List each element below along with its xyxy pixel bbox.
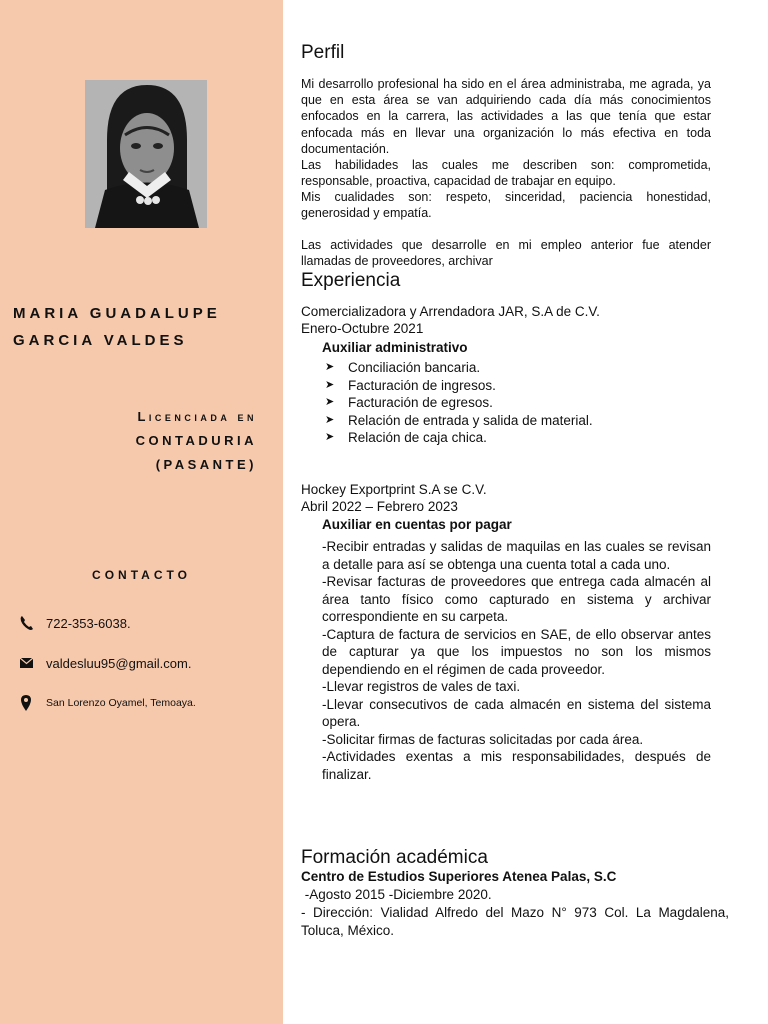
- arrow-bullet-icon: ➤: [325, 361, 335, 373]
- name-line-1: MARIA GUADALUPE: [13, 305, 221, 322]
- contact-email: [18, 654, 191, 672]
- name-line-2: GARCIA VALDES: [13, 332, 188, 349]
- job1-company: Comercializadora y Arrendadora JAR, S.A de C.V.: [301, 304, 600, 319]
- phone-text: 722-353-6038.: [46, 615, 131, 631]
- contact-phone: [18, 614, 131, 632]
- bullet-text: Facturación de egresos.: [348, 395, 493, 410]
- list-item: -Recibir entradas y salidas de maquilas en las cuales se revisan a detalle para así se obtenga una cuenta total a cada uno.: [322, 539, 711, 572]
- bullet-text: Relación de caja chica.: [348, 430, 487, 445]
- job2-company: Hockey Exportprint S.A se C.V.: [301, 482, 487, 497]
- list-item: -Solicitar firmas de facturas solicitadas por cada área.: [322, 731, 644, 747]
- list-item: [325, 412, 593, 430]
- candidate-name: [13, 300, 273, 354]
- job2-dates: Abril 2022 – Febrero 2023: [301, 499, 458, 514]
- list-item: -Llevar registros de vales de taxi.: [322, 679, 521, 694]
- profile-photo-image: [85, 80, 207, 228]
- list-item: [325, 359, 593, 377]
- list-item: [325, 377, 593, 395]
- arrow-bullet-icon: ➤: [325, 396, 335, 408]
- bullet-text: Facturación de ingresos.: [348, 377, 496, 393]
- contact-address: [18, 694, 196, 712]
- formacion-heading: Formación académica: [301, 847, 488, 868]
- profile-photo: [85, 80, 207, 228]
- title-line-1: Licenciada en: [137, 409, 257, 424]
- perfil-paragraph-4: Las actividades que desarrolle en mi empleo anterior fue atender llamadas de proveedores, archivar: [301, 238, 711, 269]
- list-item: -Actividades exentas a mis responsabilidades, después de finalizar.: [322, 749, 711, 782]
- list-item: -Captura de factura de servicios en SAE, de ello observar antes de capturar ya que los impuestos no son los mismos dependiendo en el régimen de cada proveedor.: [322, 626, 711, 677]
- location-pin-icon: [18, 694, 36, 712]
- sidebar: [0, 0, 283, 1024]
- arrow-bullet-icon: ➤: [325, 378, 335, 391]
- perfil-paragraph-2: Las habilidades las cuales me describen son: comprometida, responsable, proactiva, capacidad de trabajar en equipo.: [301, 158, 711, 189]
- job1-dates: Enero-Octubre 2021: [301, 321, 424, 336]
- job1-role: Auxiliar administrativo: [322, 340, 468, 355]
- phone-icon: [18, 614, 36, 632]
- bullet-text: Relación de entrada y salida de material.: [348, 412, 593, 428]
- list-item: [325, 429, 593, 447]
- school-dates: -Agosto 2015 -Diciembre 2020.: [301, 887, 492, 902]
- perfil-paragraph-3: Mis cualidades son: respeto, sinceridad, paciencia honestidad, generosidad y empatía.: [301, 190, 711, 221]
- list-item: -Llevar consecutivos de cada almacén en sistema del sistema opera.: [322, 696, 711, 729]
- list-item: -Revisar facturas de proveedores que entrega cada almacén al área tanto físico como capturado en sistema y archivar correspondiente en su carpeta.: [322, 574, 711, 624]
- arrow-bullet-icon: ➤: [325, 431, 335, 443]
- perfil-paragraph-1: Mi desarrollo profesional ha sido en el área administraba, me agrada, ya que en esta área se van adquiriendo cada día más conocimientos enfocados en la carrera, las actividades a las que tenía que estar enfocada más en llevar una organización lo más efectiva en toda documentación.: [301, 77, 711, 156]
- mail-icon: [18, 654, 36, 672]
- school-address: - Dirección: Vialidad Alfredo del Mazo N° 973 Col. La Magdalena, Toluca, México.: [301, 905, 729, 938]
- bullet-text: Conciliación bancaria.: [348, 360, 481, 375]
- arrow-bullet-icon: ➤: [325, 413, 335, 426]
- job2-role: Auxiliar en cuentas por pagar: [322, 517, 512, 532]
- contact-heading: CONTACTO: [92, 568, 191, 582]
- address-text: San Lorenzo Oyamel, Temoaya.: [46, 697, 196, 709]
- title-line-3: (PASANTE): [155, 457, 257, 472]
- perfil-heading: Perfil: [301, 42, 345, 63]
- experiencia-heading: Experiencia: [301, 270, 401, 291]
- school-name: Centro de Estudios Superiores Atenea Palas, S.C: [301, 869, 617, 884]
- job1-bullet-list: [325, 359, 593, 447]
- list-item: [325, 394, 593, 412]
- title-line-2: CONTADURIA: [135, 433, 257, 448]
- email-link[interactable]: valdesluu95@gmail.com.: [46, 655, 192, 671]
- job2-duties: [322, 538, 711, 783]
- professional-title: [136, 405, 257, 477]
